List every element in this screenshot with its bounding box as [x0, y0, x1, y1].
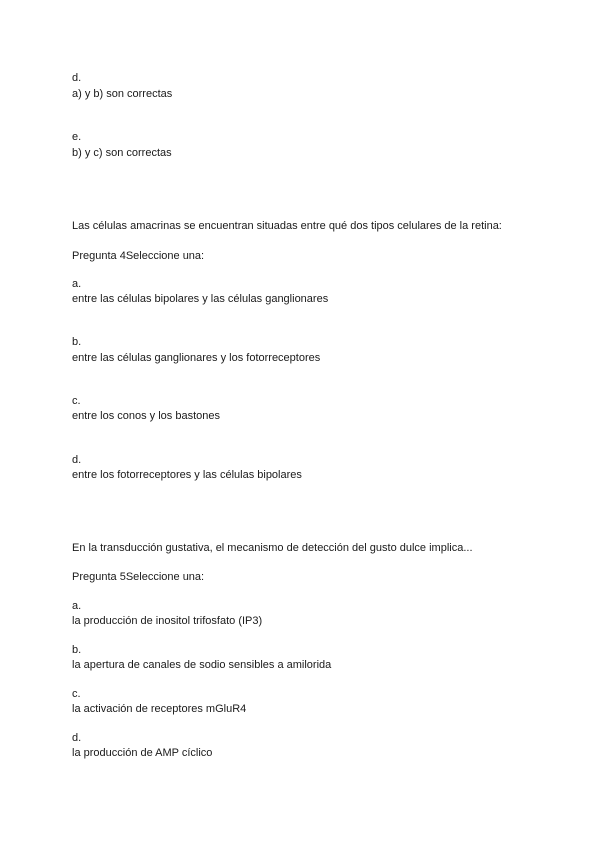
q5-option-text-c: la activación de receptores mGluR4	[72, 703, 247, 715]
q4-option-letter-a: a.	[72, 278, 82, 290]
q4-option-text-a: entre las células bipolares y las células ganglionares	[72, 293, 329, 305]
question-4-stem: Las células amacrinas se encuentran situadas entre qué dos tipos celulares de la retina:	[72, 220, 502, 232]
q5-option-letter-c: c.	[72, 688, 81, 700]
q4-option-letter-d: d.	[72, 454, 82, 466]
question-4-prompt: Pregunta 4Seleccione una:	[72, 250, 205, 262]
q4-option-letter-b: b.	[72, 336, 82, 348]
q5-option-letter-d: d.	[72, 732, 82, 744]
option-text-e: b) y c) son correctas	[72, 147, 172, 159]
q4-option-text-b: entre las células ganglionares y los fotorreceptores	[72, 352, 321, 364]
q4-option-letter-c: c.	[72, 395, 81, 407]
q4-option-text-d: entre los fotorreceptores y las células bipolares	[72, 469, 302, 481]
q5-option-text-d: la producción de AMP cíclico	[72, 747, 213, 759]
option-letter-e: e.	[72, 131, 82, 143]
q5-option-text-b: la apertura de canales de sodio sensibles a amilorida	[72, 659, 332, 671]
q5-option-letter-a: a.	[72, 600, 82, 612]
option-letter-d: d.	[72, 72, 82, 84]
question-5-prompt: Pregunta 5Seleccione una:	[72, 571, 205, 583]
q4-option-text-c: entre los conos y los bastones	[72, 410, 220, 422]
option-text-d: a) y b) son correctas	[72, 88, 173, 100]
question-5-stem: En la transducción gustativa, el mecanismo de detección del gusto dulce implica...	[72, 542, 473, 554]
q5-option-letter-b: b.	[72, 644, 82, 656]
q5-option-text-a: la producción de inositol trifosfato (IP3)	[72, 615, 263, 627]
